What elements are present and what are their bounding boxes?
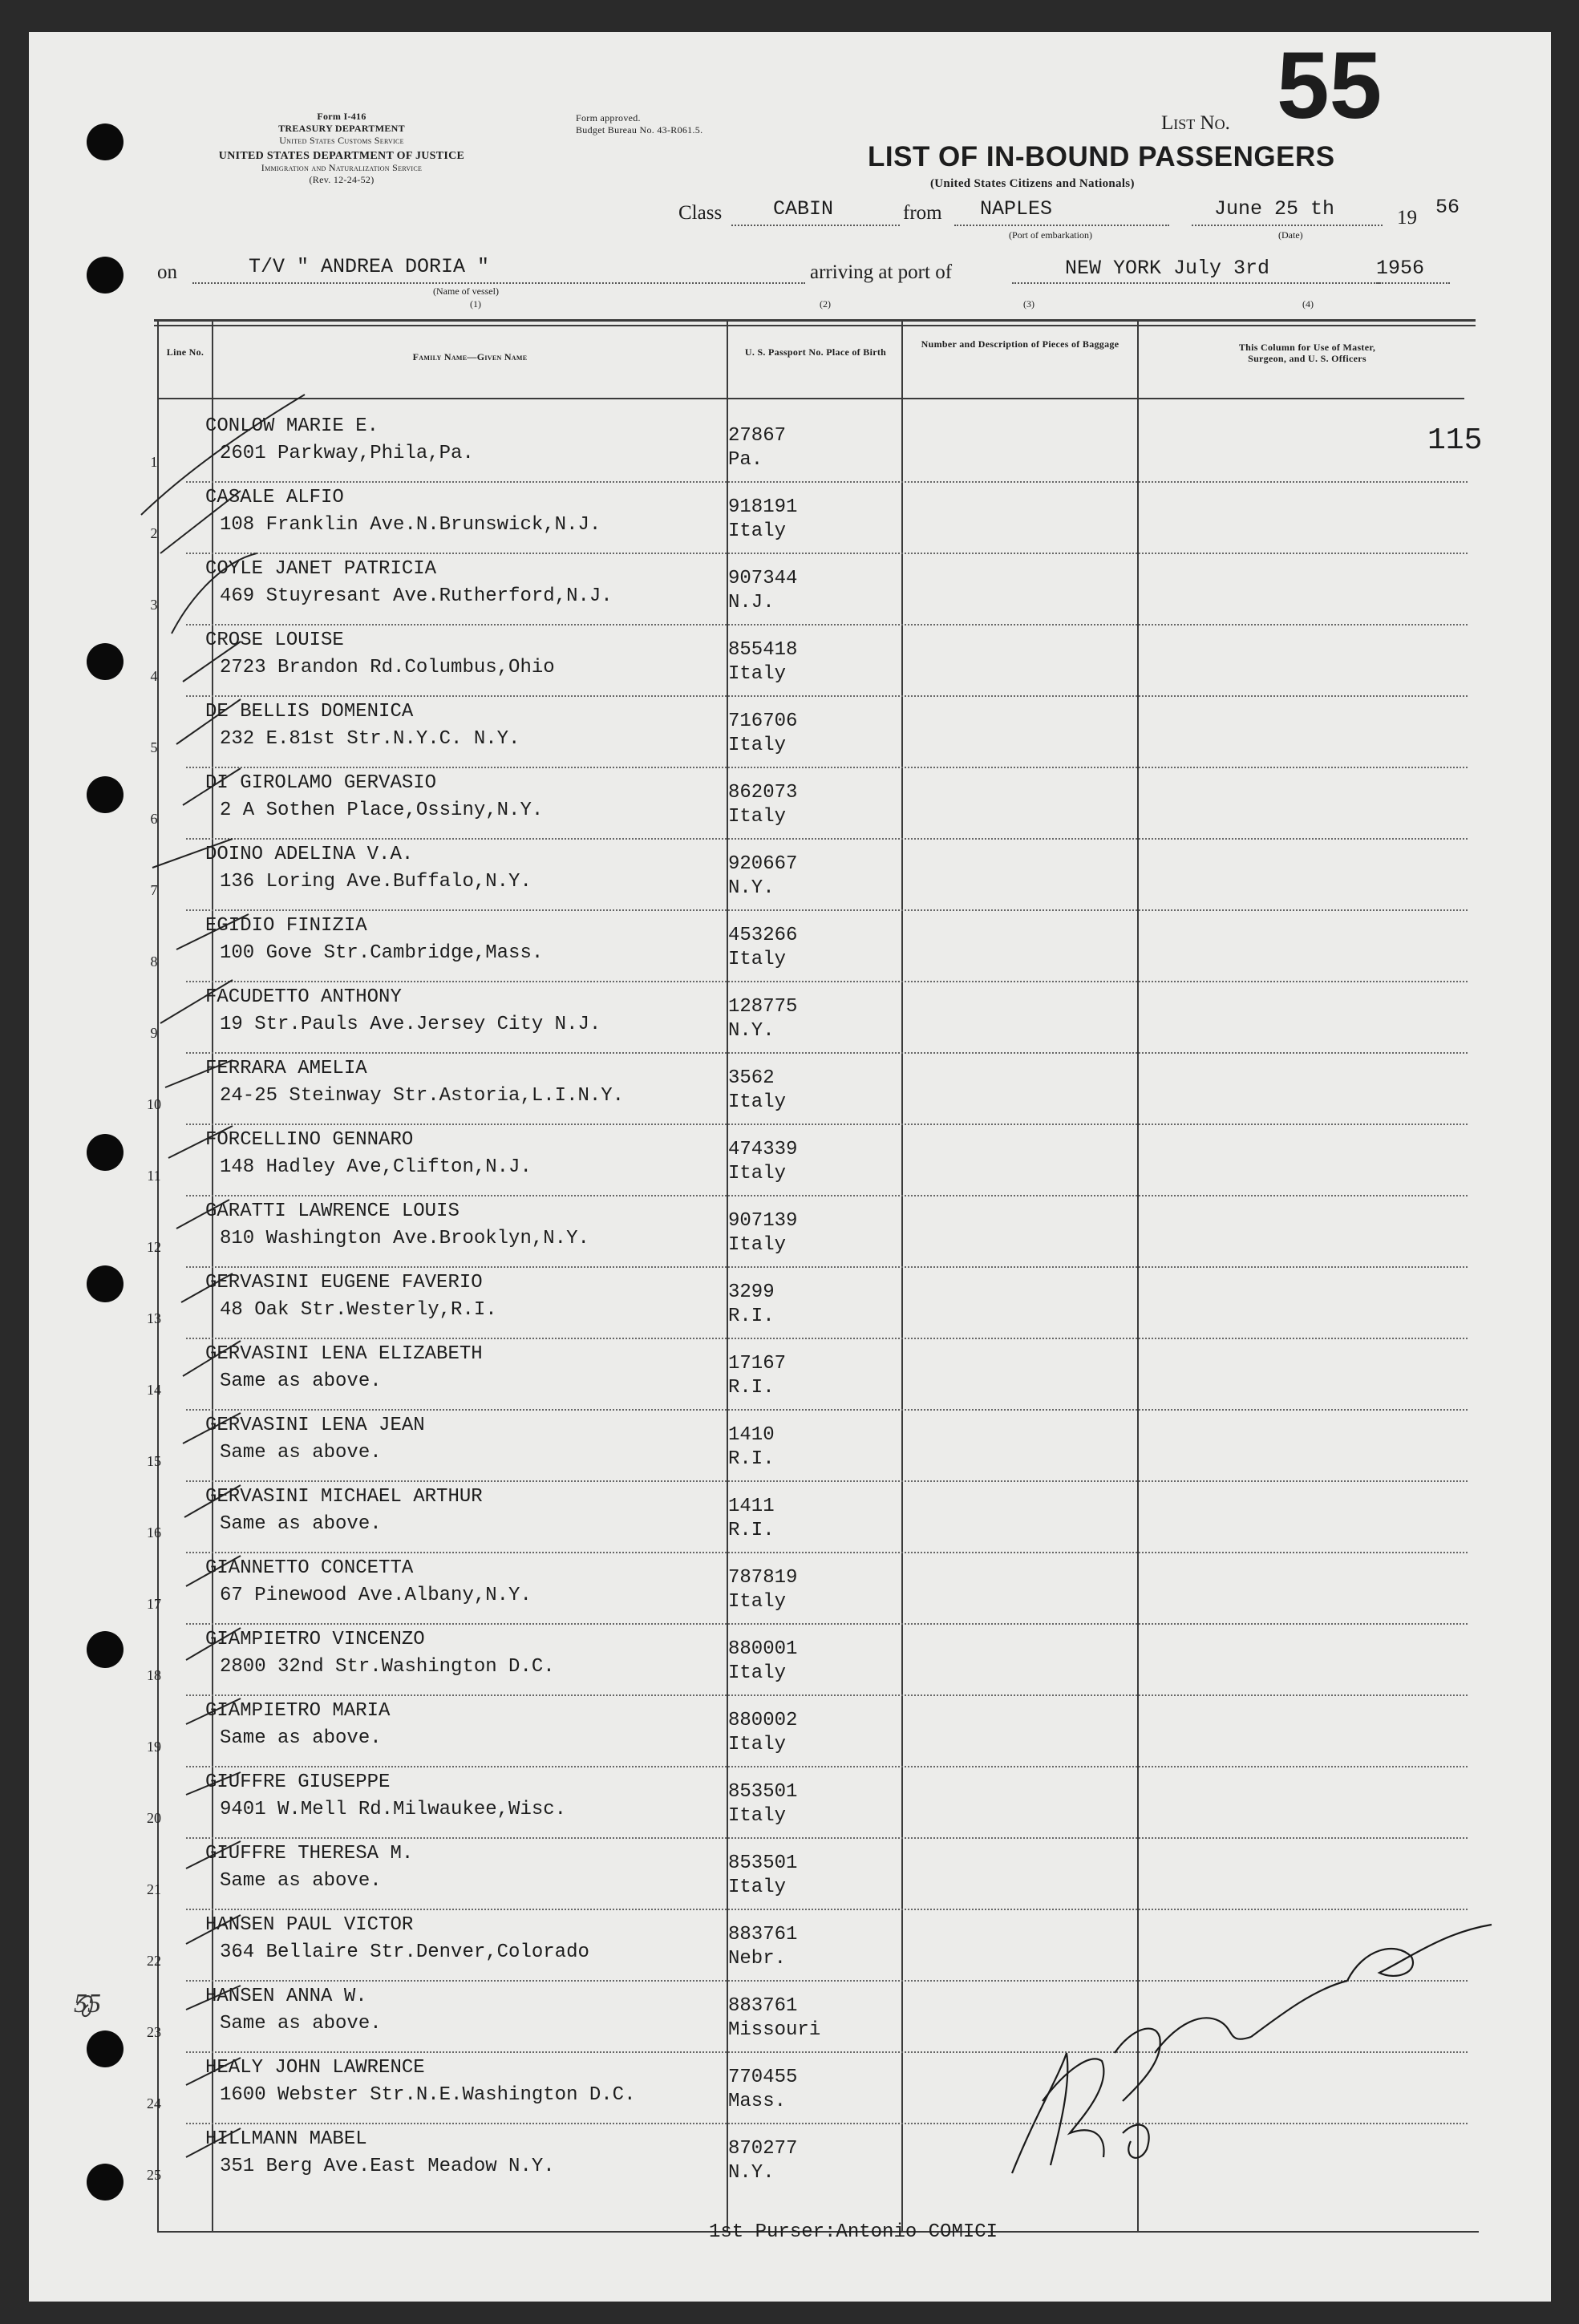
line-number: 24 xyxy=(147,2095,161,2111)
arriving-label: arriving at port of xyxy=(810,261,953,283)
passenger-address: 2 A Sothen Place,Ossiny,N.Y. xyxy=(220,800,544,821)
line-number: 4 xyxy=(150,668,158,684)
place-of-birth: R.I. xyxy=(728,1448,775,1470)
line-number: 9 xyxy=(150,1025,158,1041)
passenger-address: Same as above. xyxy=(220,1727,382,1749)
port-of-embarkation: NAPLES xyxy=(980,197,1053,221)
line-number: 23 xyxy=(147,2024,161,2040)
place-of-birth: Nebr. xyxy=(728,1948,787,1970)
form-number: Form I-416 xyxy=(317,111,366,122)
passport-number: 883761 xyxy=(728,1924,798,1945)
line-number: 3 xyxy=(150,597,158,613)
passenger-name: CROSE LOUISE xyxy=(205,630,344,651)
date-caption: (Date) xyxy=(1278,229,1303,241)
passenger-name: FACUDETTO ANTHONY xyxy=(205,986,402,1008)
place-of-birth: Italy xyxy=(728,1662,787,1684)
line-number: 7 xyxy=(150,882,158,898)
line-number: 20 xyxy=(147,1810,161,1826)
arrival-port-date: NEW YORK July 3rd xyxy=(1065,257,1270,280)
passport-number: 883761 xyxy=(728,1995,798,2017)
page-title: LIST OF IN-BOUND PASSENGERS xyxy=(868,141,1335,172)
column-header-officers: This Column for Use of Master, Surgeon, and U. S. Officers xyxy=(1238,342,1376,364)
passenger-address: 9401 W.Mell Rd.Milwaukee,Wisc. xyxy=(220,1799,567,1820)
passenger-address: Same as above. xyxy=(220,1442,382,1464)
class-label: Class xyxy=(678,202,723,224)
line-number: 16 xyxy=(147,1524,161,1541)
col-num-2: (2) xyxy=(820,298,831,310)
passenger-address: 351 Berg Ave.East Meadow N.Y. xyxy=(220,2156,555,2177)
line-number: 18 xyxy=(147,1667,161,1683)
passenger-name: GERVASINI MICHAEL ARTHUR xyxy=(205,1486,483,1508)
passport-number: 862073 xyxy=(728,782,798,804)
passenger-name: HEALY JOHN LAWRENCE xyxy=(205,2057,425,2079)
line-number: 15 xyxy=(147,1453,161,1469)
column-header-passport: U. S. Passport No. Place of Birth xyxy=(744,346,887,358)
line-number: 25 xyxy=(147,2167,161,2183)
place-of-birth: N.Y. xyxy=(728,877,775,899)
col-num-4: (4) xyxy=(1302,298,1314,310)
class-value: CABIN xyxy=(773,197,834,221)
on-label: on xyxy=(157,261,177,283)
year-prefix: 19 xyxy=(1397,207,1417,229)
budget-bureau-label: Budget Bureau No. 43-R061.5. xyxy=(576,124,703,136)
passenger-address: Same as above. xyxy=(220,2013,382,2035)
place-of-birth: Italy xyxy=(728,1805,787,1827)
place-of-birth: Italy xyxy=(728,663,787,685)
line-number: 19 xyxy=(147,1739,161,1755)
passport-number: 870277 xyxy=(728,2138,798,2160)
line-number: 1 xyxy=(150,454,158,470)
passenger-address: 19 Str.Pauls Ave.Jersey City N.J. xyxy=(220,1014,601,1035)
passenger-address: 2723 Brandon Rd.Columbus,Ohio xyxy=(220,657,555,678)
passenger-name: GIAMPIETRO VINCENZO xyxy=(205,1629,425,1650)
place-of-birth: R.I. xyxy=(728,1520,775,1541)
column-header-line-no: Line No. xyxy=(166,346,204,358)
vessel-name: T/V " ANDREA DORIA " xyxy=(249,255,490,278)
passenger-address: 232 E.81st Str.N.Y.C. N.Y. xyxy=(220,728,520,750)
column-header-baggage: Number and Description of Pieces of Baggage xyxy=(921,338,1119,350)
passenger-name: GIUFFRE GIUSEPPE xyxy=(205,1771,391,1793)
place-of-birth: Italy xyxy=(728,1234,787,1256)
passport-number: 787819 xyxy=(728,1567,798,1589)
passport-number: 128775 xyxy=(728,996,798,1018)
passenger-address: 148 Hadley Ave,Clifton,N.J. xyxy=(220,1156,532,1178)
passport-number: 880002 xyxy=(728,1710,798,1731)
line-number: 11 xyxy=(147,1168,161,1184)
passport-number: 918191 xyxy=(728,496,798,518)
place-of-birth: Italy xyxy=(728,1877,787,1898)
line-number: 21 xyxy=(147,1881,161,1897)
passport-number: 855418 xyxy=(728,639,798,661)
officer-signature xyxy=(1012,1925,1492,2173)
page-subtitle: (United States Citizens and Nationals) xyxy=(930,177,1135,190)
passport-number: 1411 xyxy=(728,1496,775,1517)
place-of-birth: Italy xyxy=(728,1734,787,1755)
passenger-address: Same as above. xyxy=(220,1371,382,1392)
arrival-year: 1956 xyxy=(1376,257,1425,280)
place-of-birth: Italy xyxy=(728,806,787,828)
line-number: 14 xyxy=(147,1382,161,1398)
passenger-name: GERVASINI LENA ELIZABETH xyxy=(205,1343,483,1365)
purser-signature-line: 1st Purser:Antonio COMICI xyxy=(709,2221,998,2243)
line-number: 13 xyxy=(147,1310,161,1326)
passport-number: 453266 xyxy=(728,925,798,946)
passenger-address: 364 Bellaire Str.Denver,Colorado xyxy=(220,1941,589,1963)
passenger-address: 136 Loring Ave.Buffalo,N.Y. xyxy=(220,871,532,893)
place-of-birth: R.I. xyxy=(728,1306,775,1327)
passenger-address: 2601 Parkway,Phila,Pa. xyxy=(220,443,474,464)
vessel-caption: (Name of vessel) xyxy=(433,285,499,297)
line-number: 8 xyxy=(150,953,158,970)
list-number: 55 xyxy=(1277,33,1383,139)
place-of-birth: Pa. xyxy=(728,449,763,471)
line-number: 2 xyxy=(150,525,158,541)
passport-number: 27867 xyxy=(728,425,787,447)
passport-number: 1410 xyxy=(728,1424,775,1446)
passport-number: 17167 xyxy=(728,1353,787,1375)
passenger-address: Same as above. xyxy=(220,1513,382,1535)
passenger-name: HANSEN ANNA W. xyxy=(205,1986,367,2007)
list-no-label: List No. xyxy=(1161,112,1230,134)
passenger-address: 67 Pinewood Ave.Albany,N.Y. xyxy=(220,1585,532,1606)
passport-number: 880001 xyxy=(728,1638,798,1660)
passport-number: 770455 xyxy=(728,2067,798,2088)
year-suffix: 56 xyxy=(1435,196,1460,219)
passport-number: 3562 xyxy=(728,1067,775,1089)
passenger-name: DE BELLIS DOMENICA xyxy=(205,701,414,723)
immigration-label: Immigration and Naturalization Service xyxy=(261,162,423,173)
passport-number: 853501 xyxy=(728,1852,798,1874)
passport-number: 716706 xyxy=(728,711,798,732)
from-label: from xyxy=(903,202,942,224)
customs-label: United States Customs Service xyxy=(279,135,404,146)
form-approved-label: Form approved. xyxy=(576,112,641,123)
passenger-name: GERVASINI EUGENE FAVERIO xyxy=(205,1272,483,1294)
place-of-birth: N.J. xyxy=(728,592,775,613)
passenger-name: GIANNETTO CONCETTA xyxy=(205,1557,414,1579)
passenger-name: FORCELLINO GENNARO xyxy=(205,1129,414,1151)
line-number: 5 xyxy=(150,739,158,755)
passenger-address: 810 Washington Ave.Brooklyn,N.Y. xyxy=(220,1228,589,1249)
passenger-name: DI GIROLAMO GERVASIO xyxy=(205,772,437,794)
passport-number: 3299 xyxy=(728,1281,775,1303)
column-header-name: Family Name—Given Name xyxy=(412,351,528,362)
passenger-name: CASALE ALFIO xyxy=(205,487,344,508)
passport-number: 907344 xyxy=(728,568,798,589)
passenger-name: FERRARA AMELIA xyxy=(205,1058,367,1079)
passenger-address: 108 Franklin Ave.N.Brunswick,N.J. xyxy=(220,514,601,536)
passenger-name: DOINO ADELINA V.A. xyxy=(205,844,414,865)
place-of-birth: N.Y. xyxy=(728,1020,775,1042)
officer-annotation: 115 xyxy=(1427,423,1483,458)
col-num-1: (1) xyxy=(470,298,481,310)
treasury-label: TREASURY DEPARTMENT xyxy=(278,123,405,134)
passenger-address: 24-25 Steinway Str.Astoria,L.I.N.Y. xyxy=(220,1085,625,1107)
passport-number: 474339 xyxy=(728,1139,798,1160)
place-of-birth: Italy xyxy=(728,1163,787,1184)
place-of-birth: Italy xyxy=(728,520,787,542)
passport-number: 853501 xyxy=(728,1781,798,1803)
passenger-name: GARATTI LAWRENCE LOUIS xyxy=(205,1200,460,1222)
passenger-address: 1600 Webster Str.N.E.Washington D.C. xyxy=(220,2084,636,2106)
port-caption: (Port of embarkation) xyxy=(1009,229,1092,241)
revision-label: (Rev. 12-24-52) xyxy=(309,174,375,185)
place-of-birth: Italy xyxy=(728,1591,787,1613)
departure-date: June 25 th xyxy=(1214,197,1335,221)
line-number: 12 xyxy=(147,1239,161,1255)
line-number: 6 xyxy=(150,811,158,827)
line-number: 10 xyxy=(147,1096,161,1112)
place-of-birth: R.I. xyxy=(728,1377,775,1399)
passenger-address: Same as above. xyxy=(220,1870,382,1892)
passport-number: 920667 xyxy=(728,853,798,875)
check-marks xyxy=(141,395,305,2157)
place-of-birth: N.Y. xyxy=(728,2162,775,2184)
passenger-address: 469 Stuyresant Ave.Rutherford,N.J. xyxy=(220,585,613,607)
col-num-3: (3) xyxy=(1023,298,1034,310)
place-of-birth: Italy xyxy=(728,735,787,756)
passenger-name: GIUFFRE THERESA M. xyxy=(205,1843,414,1864)
passenger-name: GERVASINI LENA JEAN xyxy=(205,1415,425,1436)
passport-number: 907139 xyxy=(728,1210,798,1232)
place-of-birth: Missouri xyxy=(728,2019,821,2041)
passenger-name: CONLOW MARIE E. xyxy=(205,415,379,437)
passenger-name: EGIDIO FINIZIA xyxy=(205,915,367,937)
justice-label: UNITED STATES DEPARTMENT OF JUSTICE xyxy=(218,150,465,162)
passenger-address: 100 Gove Str.Cambridge,Mass. xyxy=(220,942,544,964)
place-of-birth: Mass. xyxy=(728,2091,787,2112)
line-number: 22 xyxy=(147,1953,161,1969)
passenger-address: 2800 32nd Str.Washington D.C. xyxy=(220,1656,555,1678)
place-of-birth: Italy xyxy=(728,1091,787,1113)
passenger-name: COYLE JANET PATRICIA xyxy=(205,558,437,580)
passenger-name: GIAMPIETRO MARIA xyxy=(205,1700,391,1722)
passenger-name: HANSEN PAUL VICTOR xyxy=(205,1914,414,1936)
margin-note: 55 xyxy=(74,1989,101,2018)
passenger-name: HILLMANN MABEL xyxy=(205,2128,367,2150)
passenger-address: 48 Oak Str.Westerly,R.I. xyxy=(220,1299,497,1321)
line-number: 17 xyxy=(147,1596,161,1612)
place-of-birth: Italy xyxy=(728,949,787,970)
